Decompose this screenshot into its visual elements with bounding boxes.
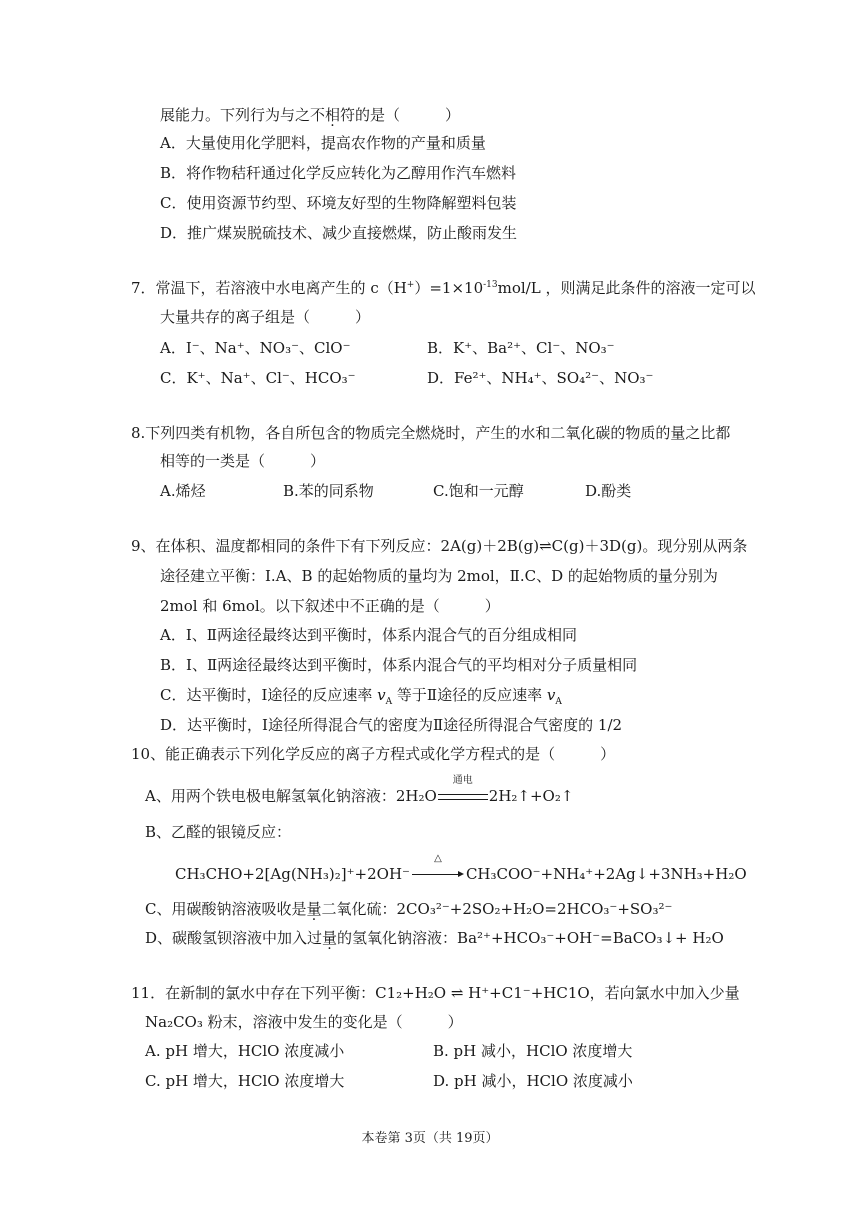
- reaction-arrow: [412, 874, 464, 876]
- q10-option-d: D、碳酸氢钡溶液中加入过量的氢氧化钠溶液：Ba²⁺+HCO₃⁻+OH⁻=BaCO₃↓+ H₂O: [145, 929, 724, 947]
- q6-option-c: C．使用资源节约型、环境友好型的生物降解塑料包装: [160, 194, 517, 212]
- q9-stem-line1: 9、在体积、温度都相同的条件下有下列反应：2A(g)＋2B(g)⇌C(g)＋3D(g)。现分别从两条: [131, 537, 748, 555]
- q11-stem-line2: Na₂CO₃ 粉末，溶液中发生的变化是（ ）: [145, 1013, 463, 1031]
- q6-stem: 展能力。下列行为与之不相符的是（ ）: [160, 106, 461, 124]
- emphasis-dot: 量: [306, 900, 322, 918]
- q8-stem-line2: 相等的一类是（ ）: [160, 452, 326, 470]
- q9-stem-line2: 途径建立平衡：Ⅰ.A、B 的起始物质的量均为 2mol，Ⅱ.C、D 的起始物质的量分别为: [160, 567, 718, 585]
- q10-option-b-label: B、乙醛的银镜反应：: [145, 823, 292, 841]
- q11-option-a: A. pH 增大，HClO 浓度减小: [145, 1042, 345, 1060]
- q11-option-c: C. pH 增大，HClO 浓度增大: [145, 1072, 345, 1090]
- q7-option-b: B．K⁺、Ba²⁺、Cl⁻、NO₃⁻: [427, 339, 615, 357]
- q10-stem: 10、能正确表示下列化学反应的离子方程式或化学方程式的是（ ）: [131, 745, 616, 763]
- emphasis-dot: 相: [325, 106, 341, 124]
- q6-option-a: A．大量使用化学肥料，提高农作物的产量和质量: [160, 134, 486, 152]
- electrolysis-condition: 通电: [437, 786, 489, 806]
- q8-option-d: D.酚类: [585, 482, 632, 500]
- q8-option-b: B.苯的同系物: [283, 482, 374, 500]
- q8-option-c: C.饱和一元醇: [433, 482, 524, 500]
- equals-sign: [438, 794, 488, 800]
- heating-condition: △: [410, 864, 466, 884]
- q10-option-a: A、用两个铁电极电解氢氧化钠溶液：2H₂O 通电 2H₂↑+O₂↑: [145, 775, 574, 805]
- page-footer: 本卷第 3页（共 19页）: [361, 1131, 499, 1146]
- q6-option-b: B．将作物秸秆通过化学反应转化为乙醇用作汽车燃料: [160, 164, 517, 182]
- q9-option-c: C．达平衡时，Ⅰ途径的反应速率 $v_A$ 等于Ⅱ途径的反应速率 $v_A$: [160, 686, 562, 707]
- q11-option-d: D. pH 减小，HClO 浓度减小: [433, 1072, 633, 1090]
- q7-option-c: C．K⁺、Na⁺、Cl⁻、HCO₃⁻: [160, 369, 356, 387]
- q8-stem-line1: 8.下列四类有机物，各自所包含的物质完全燃烧时，产生的水和二氧化碳的物质的量之比都: [131, 424, 731, 442]
- q7-option-d: D．Fe²⁺、NH₄⁺、SO₄²⁻、NO₃⁻: [427, 369, 654, 387]
- q7-option-a: A．I⁻、Na⁺、NO₃⁻、ClO⁻: [160, 339, 351, 357]
- q8-option-a: A.烯烃: [160, 482, 206, 500]
- q11-stem-line1: 11．在新制的氯水中存在下列平衡：C1₂+H₂O ⇌ H⁺+C1⁻+HC1O，若向氯水中加入少量: [131, 984, 740, 1002]
- q6-option-d: D．推广煤炭脱硫技术、减少直接燃煤，防止酸雨发生: [160, 224, 518, 242]
- q10-option-c: C、用碳酸钠溶液吸收是量二氧化硫：2CO₃²⁻+2SO₂+H₂O=2HCO₃⁻+SO₃²⁻: [145, 900, 673, 918]
- q9-option-a: A．Ⅰ、Ⅱ两途径最终达到平衡时，体系内混合气的百分组成相同: [160, 626, 577, 644]
- q11-option-b: B. pH 减小，HClO 浓度增大: [433, 1042, 633, 1060]
- q9-option-d: D．达平衡时，Ⅰ途径所得混合气的密度为Ⅱ途径所得混合气密度的 1/2: [160, 716, 623, 734]
- q10-option-b-equation: CH₃CHO+2[Ag(NH₃)₂]⁺+2OH⁻ △ CH₃COO⁻+NH₄⁺+2Ag↓+3NH₃+H₂O: [175, 853, 747, 883]
- q9-option-b: B．Ⅰ、Ⅱ两途径最终达到平衡时，体系内混合气的平均相对分子质量相同: [160, 656, 638, 674]
- q9-stem-line3: 2mol 和 6mol。以下叙述中不正确的是（ ）: [160, 597, 500, 615]
- q7-stem-line1: 7．常温下，若溶液中水电离产生的 $c(H^+)=1\times 10^{-13}mol/L$ ，则满足此条件的溶液一定可以: [131, 279, 756, 297]
- emphasis-dot: 量: [322, 929, 338, 947]
- q7-stem-line2: 大量共存的离子组是（ ）: [160, 308, 371, 326]
